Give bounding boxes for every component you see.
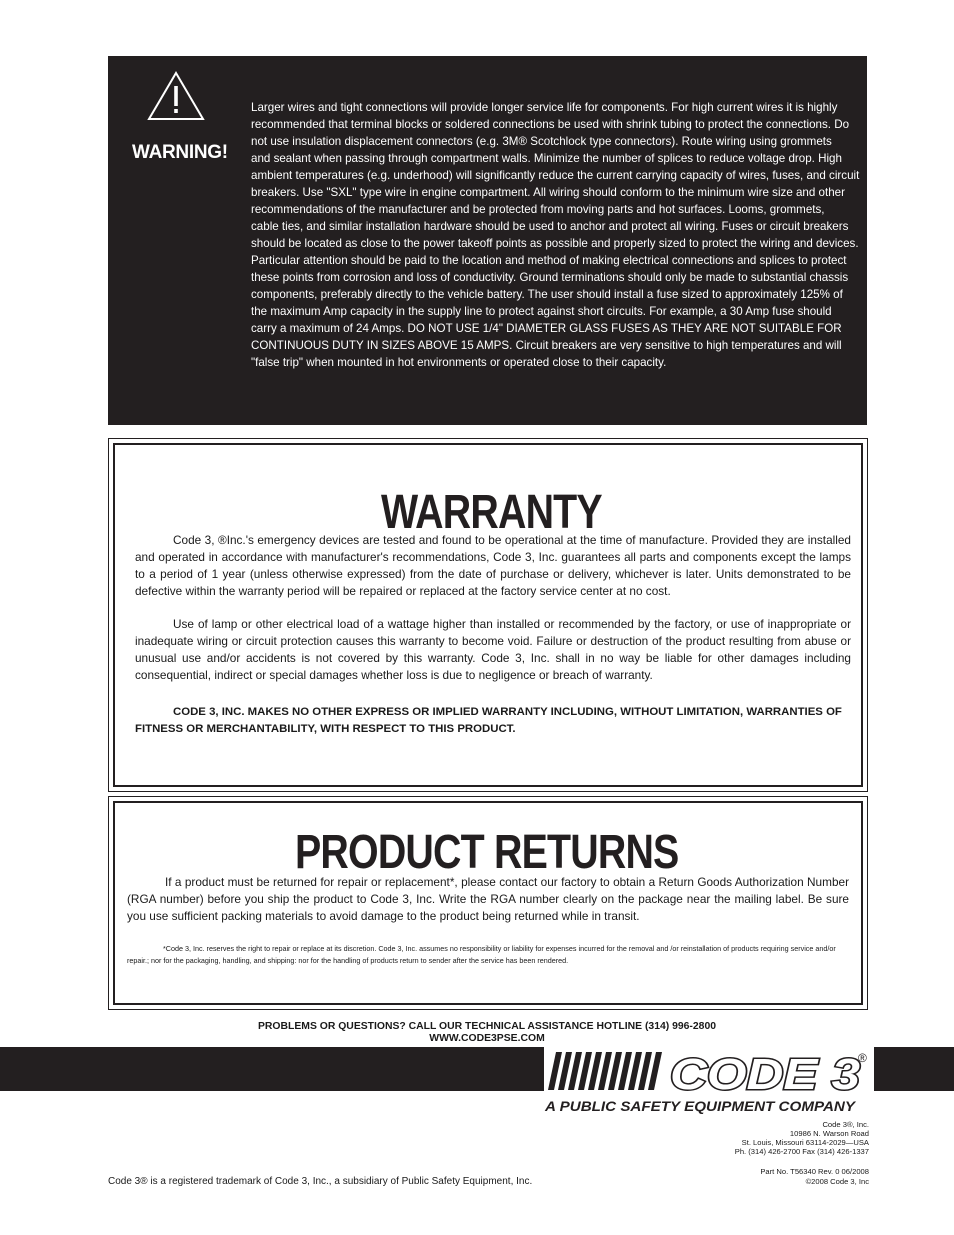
returns-paragraph: If a product must be returned for repair or replacement*, please contact our factory to obtain a Return Goods Authorization Number (RGA number) before you ship the product to Code 3, Inc. Write the RGA number clearly on the package near the mailing label. Be sure you use sufficient packing materials to avoid damage to the product being returned while in transit. (127, 875, 849, 923)
code3-logo (544, 1046, 874, 1116)
warning-panel (108, 56, 867, 425)
warranty-paragraph-2: Use of lamp or other electrical load of a wattage higher than installed or recommended by the factory, or use of inappropriate or inadequate wiring or circuit protection causes this warranty to become void. Failure or destruction of the product resulting from abuse or unusual use and/or accidents is not covered by this warranty. Code 3, Inc. shall in no way be liable for other damages including consequential, indirect or special damages whether loss is due to negligence or breach of warranty. (135, 617, 851, 682)
warning-text: Larger wires and tight connections will provide longer service life for components. For high current wires it is highly recommended that terminal blocks or soldered connections be used with shrink tubing to protect the connections. Do not use insulation displacement connectors (e.g. 3M® Scotchlock type connectors). Route wiring using grommets and sealant when passing through compartment walls. Minimize the number of splices to reduce voltage drop. High ambient temperatures (e.g. underhood) will significantly reduce the current carrying capacity of wires, fuses, and circuit breakers. Use "SXL" type wire in engine compartment. All wiring should conform to the minimum wire size and other recommendations of the manufacturer and be protected from moving parts and hot surfaces. Looms, grommets, cable ties, and similar installation hardware should be used to anchor and protect all wiring. Fuses or circuit breakers should be located as close to the power takeoff points as possible and properly sized to protect the wiring and devices. Particular attention should be paid to the location and method of making electrical connections and splices to protect these points from corrosion and loss of conductivity. Ground terminations should only be made to substantial chassis components, preferably directly to the vehicle battery. The user should install a fuse sized to approximately 125% of the maximum Amp capacity in the supply line to protect against short circuits. For example, a 30 Amp fuse should carry a maximum of 24 Amps. DO NOT USE 1/4" DIAMETER GLASS FUSES AS THEY ARE NOT SUITABLE FOR CONTINUOUS DUTY IN SIZES ABOVE 15 AMPS. Circuit breakers are very sensitive to high temperatures and will "false trip" when mounted in hot environments or operated close to their capacity. (251, 101, 860, 369)
warranty-paragraph-1: Code 3, ®Inc.'s emergency devices are tested and found to be operational at the time of manufacture. Provided they are installed and operated in accordance with manufacturer's recommendations, Code 3, Inc. guarantees all parts and components except the lamps to a period of 1 year (unless otherwise expressed) from the date of purchase or delivery, whichever is later. Units demonstrated to be defective within the warranty period will be repaired or replaced at the factory service center at no cost. (135, 533, 851, 598)
hotline-block (108, 1021, 866, 1045)
company-address: Code 3®, Inc. 10986 N. Warson Road St. Louis, Missouri 63114-2029—USA Ph. (314) 426-2700 Fax (314) 426-1337 (734, 1120, 869, 1156)
part-number-block (760, 1167, 869, 1187)
warning-triangle-icon (146, 70, 206, 122)
warranty-disclaimer: CODE 3, INC. MAKES NO OTHER EXPRESS OR IMPLIED WARRANTY INCLUDING, WITHOUT LIMITATION, WARRANTIES OF FITNESS OR MERCHANTABILITY, WITH RESPECT TO THIS PRODUCT. (135, 706, 842, 735)
logo-wordmark: CODE 3 (670, 1050, 860, 1099)
website-link[interactable]: WWW.CODE3PSE.COM (429, 1033, 545, 1044)
product-returns-section (108, 796, 868, 1010)
warranty-section (108, 438, 868, 792)
part-number: Part No. T56340 Rev. 0 06/2008 (760, 1167, 869, 1176)
hotline-text: PROBLEMS OR QUESTIONS? CALL OUR TECHNICAL ASSISTANCE HOTLINE (314) 996-2800 (257, 1021, 717, 1032)
warning-label: WARNING! (132, 142, 228, 163)
logo-graphic (544, 1046, 874, 1116)
product-returns-title: PRODUCT RETURNS (295, 826, 679, 879)
trademark-notice: Code 3® is a registered trademark of Code 3, Inc., a subsidiary of Public Safety Equipment, Inc. (108, 1176, 533, 1187)
registered-mark: ® (858, 1051, 867, 1065)
logo-tagline: A PUBLIC SAFETY EQUIPMENT COMPANY (544, 1098, 857, 1114)
copyright: ©2008 Code 3, Inc (805, 1177, 869, 1186)
returns-footnote: *Code 3, Inc. reserves the right to repair or replace at its discretion. Code 3, Inc. assumes no responsibility or liability for expenses incurred for the removal and /or reinstallation of products requiring service and/or repair.; nor for the packaging, handling, and shipping: nor for the handling of products return to sender after the service has been rendered. (127, 944, 836, 965)
warranty-title: WARRANTY (381, 486, 602, 539)
